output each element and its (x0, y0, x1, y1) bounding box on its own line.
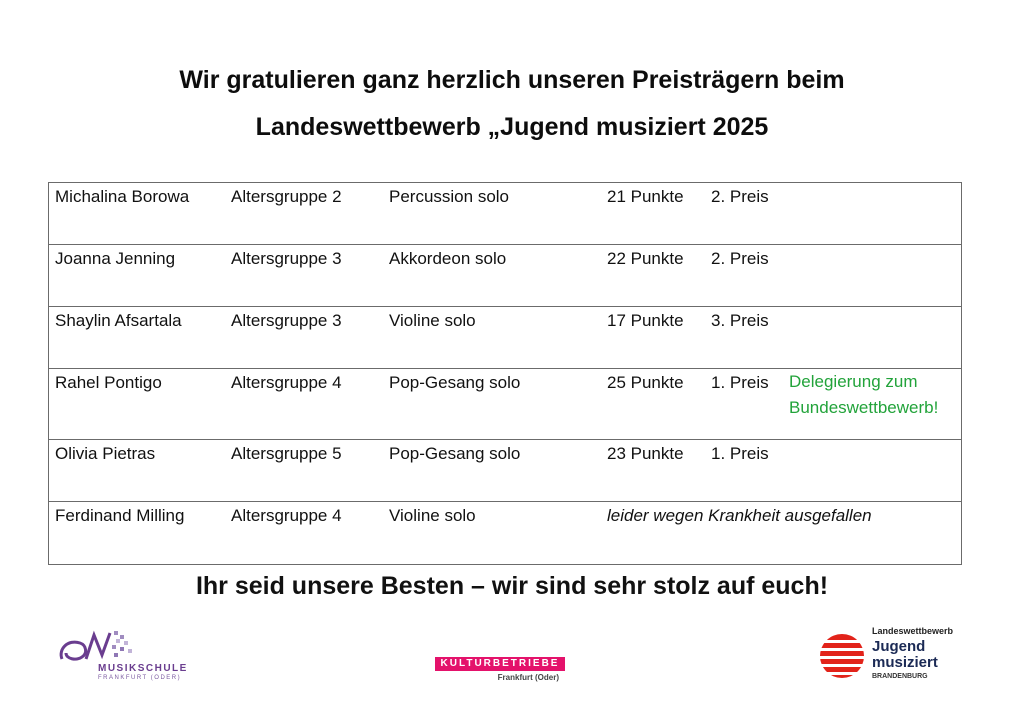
jugend-musiziert-top: Landeswettbewerb (872, 626, 954, 636)
absence-remark: leider wegen Krankheit ausgefallen (607, 506, 872, 525)
jugend-musiziert-bottom: BRANDENBURG (872, 673, 928, 680)
musikschule-logo (56, 625, 186, 683)
jugend-musiziert-emblem-icon (818, 632, 866, 680)
page-title-line-2: Landeswettbewerb „Jugend musiziert 2025 (255, 113, 769, 141)
prize: 3. Preis (711, 311, 769, 330)
prize: 1. Preis (711, 373, 769, 392)
participant-name: Michalina Borowa (55, 187, 190, 206)
delegation-note: Delegierung zum Bundeswettbewerb! (789, 372, 939, 417)
age-group: Altersgruppe 4 (231, 373, 342, 392)
age-group: Altersgruppe 4 (231, 506, 342, 525)
age-group: Altersgruppe 3 (231, 311, 342, 330)
participant-name: Joanna Jenning (55, 249, 176, 268)
page-title-line-1: Wir gratulieren ganz herzlich unseren Preisträgern beim (179, 66, 845, 94)
points: 17 Punkte (607, 311, 684, 330)
age-group: Altersgruppe 3 (231, 249, 342, 268)
closing-message: Ihr seid unsere Besten – wir sind sehr stolz auf euch! (195, 572, 829, 600)
category: Pop-Gesang solo (389, 373, 521, 392)
category: Akkordeon solo (389, 249, 507, 268)
table-row (49, 307, 961, 369)
points: 25 Punkte (607, 373, 684, 392)
participant-name: Rahel Pontigo (55, 373, 162, 392)
table-row (49, 502, 961, 564)
table-row (49, 183, 961, 245)
table-row (49, 369, 961, 440)
age-group: Altersgruppe 5 (231, 444, 342, 463)
age-group: Altersgruppe 2 (231, 187, 342, 206)
prize: 2. Preis (711, 249, 769, 268)
results-table (48, 182, 962, 565)
table-row (49, 440, 961, 502)
points: 22 Punkte (607, 249, 684, 268)
prize: 1. Preis (711, 444, 769, 463)
kulturbetriebe-logo (435, 657, 565, 685)
musikschule-subtitle: FRANKFURT (ODER) (98, 675, 182, 681)
category: Violine solo (389, 506, 476, 525)
jugend-musiziert-line2: musiziert (872, 654, 938, 671)
participant-name: Shaylin Afsartala (55, 311, 182, 330)
participant-name: Olivia Pietras (55, 444, 156, 463)
jugend-musiziert-line1: Jugend (872, 638, 926, 655)
points: 23 Punkte (607, 444, 684, 463)
category: Pop-Gesang solo (389, 444, 521, 463)
jugend-musiziert-logo (818, 626, 968, 684)
musikschule-title: MUSIKSCHULE (98, 663, 188, 674)
points: 21 Punkte (607, 187, 684, 206)
category: Percussion solo (389, 187, 510, 206)
table-row (49, 245, 961, 307)
participant-name: Ferdinand Milling (55, 506, 185, 525)
kulturbetriebe-title: KULTURBETRIEBE (435, 657, 565, 671)
category: Violine solo (389, 311, 476, 330)
kulturbetriebe-subtitle: Frankfurt (Oder) (497, 673, 559, 682)
prize: 2. Preis (711, 187, 769, 206)
